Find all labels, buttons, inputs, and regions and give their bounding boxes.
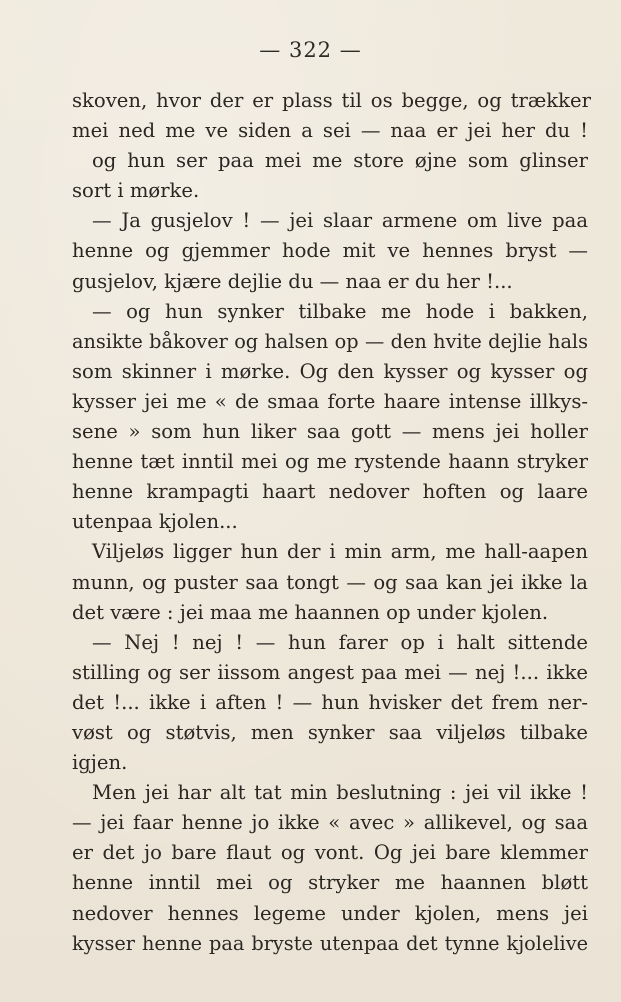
text-line: Viljeløs ligger hun der i min arm, me hall-aapen [92,540,588,564]
page-number: — 322 — [259,38,362,62]
text-line: henne krampagti haart nedover hoften og laare [72,480,588,504]
text-line: — jei faar henne jo ikke « avec » allikevel, og saa [72,811,588,835]
text-line: og hun ser paa mei me store øjne som glinser [92,149,588,173]
text-line: det !... ikke i aften ! — hun hvisker det frem ner- [72,690,588,714]
text-line: kysser henne paa bryste utenpaa det tynne kjolelive [72,931,588,955]
text-line: sene » som hun liker saa gott — mens jei holler [72,420,588,444]
text-line: nedover hennes legeme under kjolen, mens jei [72,901,588,925]
text-line: — Nej ! nej ! — hun farer op i halt sittende [92,630,588,654]
text-line: kysser jei me « de smaa forte haare intense illkys- [72,389,588,413]
text-line: Men jei har alt tat min beslutning : jei vil ikke ! [92,781,588,805]
text-line: ansikte båkover og halsen op — den hvite dejlie hals [72,329,588,353]
text-line: som skinner i mørke. Og den kysser og kysser og [72,359,588,383]
text-line: henne inntil mei og stryker me haannen bløtt [72,871,588,895]
text-line: munn, og puster saa tongt — og saa kan jei ikke la [72,570,588,594]
body-text [72,86,591,959]
text-line: mei ned me ve siden a sei — naa er jei her du ! [72,119,588,143]
text-line: skoven, hvor der er plass til os begge, og trækker [72,89,591,112]
text-line: er det jo bare flaut og vont. Og jei bare klemmer [72,841,588,865]
text-line: gusjelov, kjære dejlie du — naa er du her !... [72,269,513,293]
text-line: henne og gjemmer hode mit ve hennes bryst — [72,239,588,263]
text-line: utenpaa kjolen... [72,510,238,534]
text-line: vøst og støtvis, men synker saa viljeløs tilbake [72,720,588,744]
text-line: det være : jei maa me haannen op under kjolen. [72,600,549,624]
text-line: — og hun synker tilbake me hode i bakken, [92,299,588,323]
text-line: stilling og ser iissom angest paa mei — nej !... ikke [72,660,588,684]
text-line: igjen. [72,751,128,775]
text-line: henne tæt inntil mei og me rystende haann stryker [72,450,588,474]
text-line: sort i mørke. [72,179,200,203]
text-line: — Ja gusjelov ! — jei slaar armene om live paa [92,209,588,233]
